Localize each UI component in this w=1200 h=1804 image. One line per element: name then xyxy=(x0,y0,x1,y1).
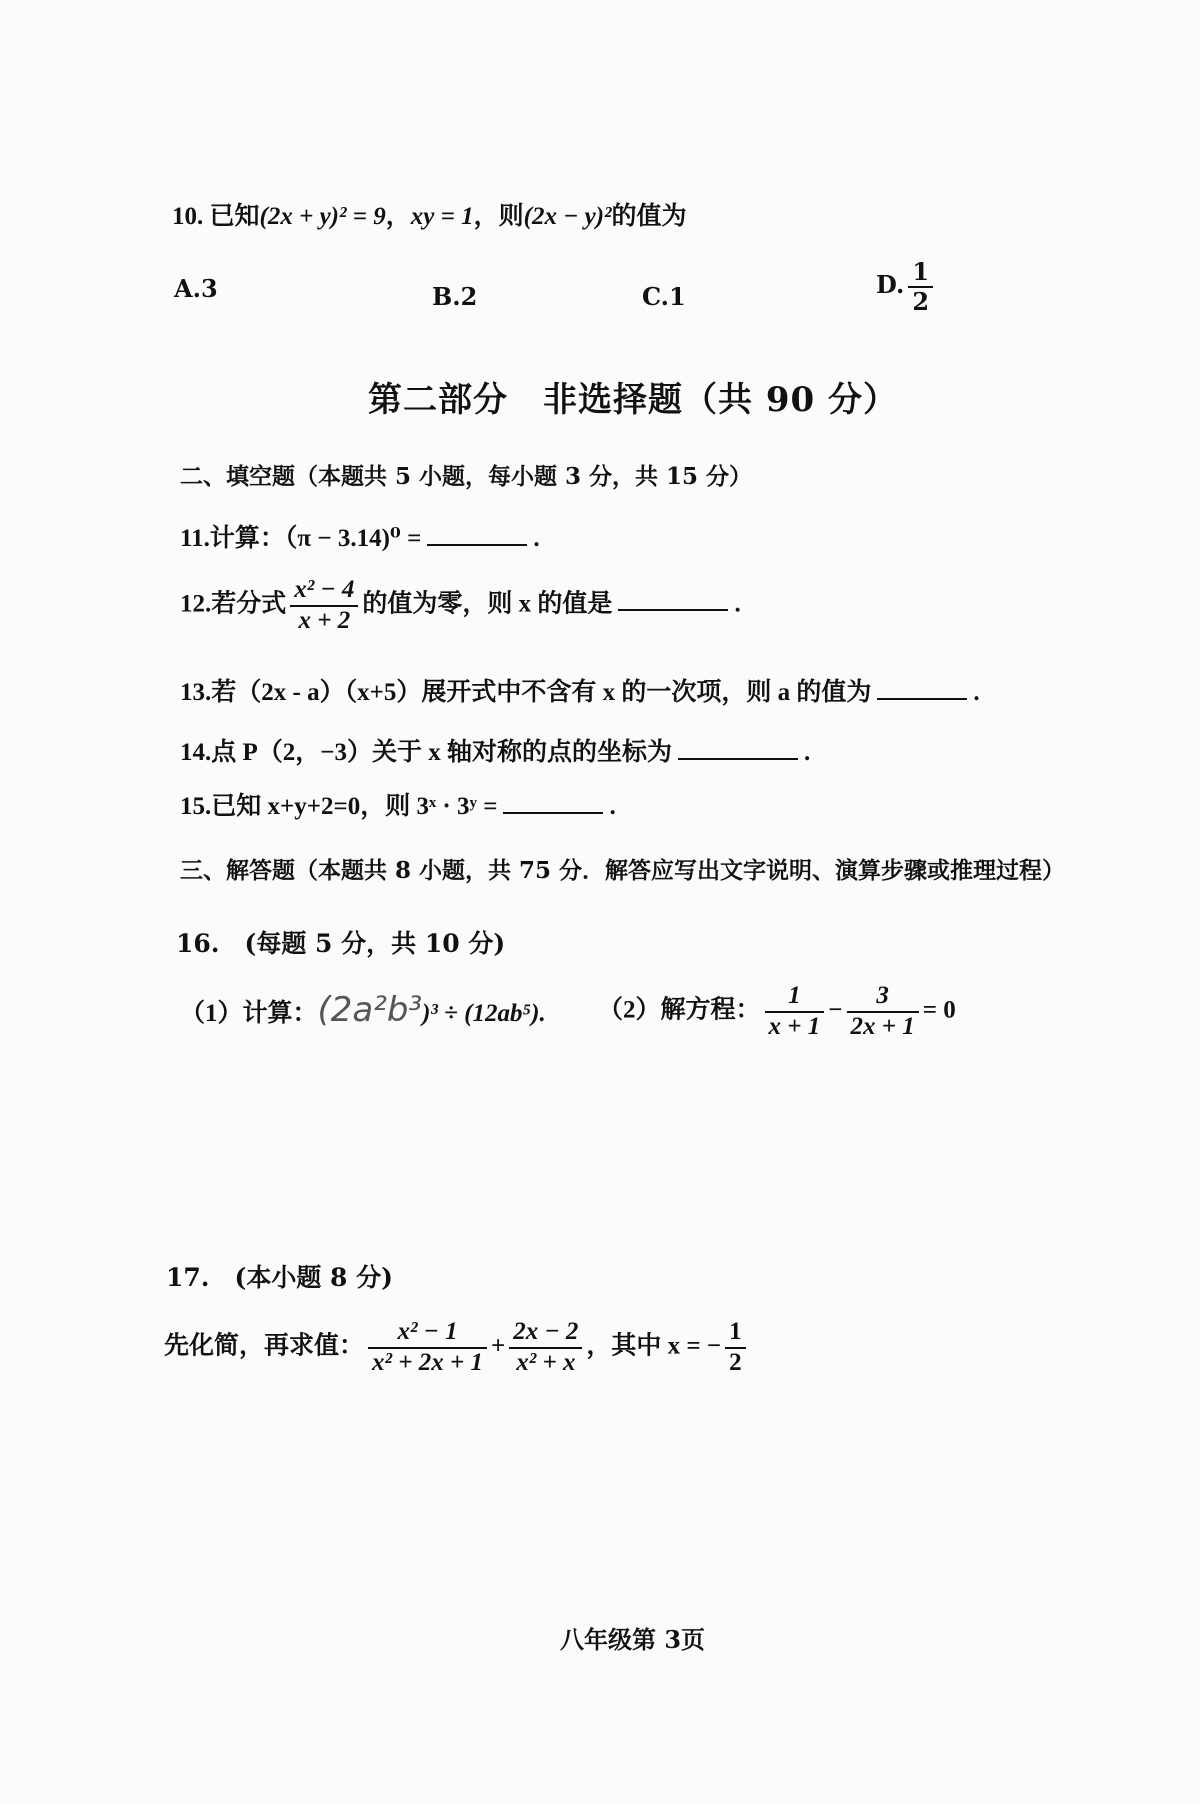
q17-f2-numerator: 2x − 2 xyxy=(509,1318,582,1349)
q17-f3-denominator: 2 xyxy=(729,1348,742,1376)
q10-option-d-label: D. xyxy=(876,270,905,300)
q17-title: 17. (本小题 8 分) xyxy=(166,1263,393,1292)
q10-d-numerator: 1 xyxy=(908,258,933,288)
q10-sep2: ，则 xyxy=(473,203,524,230)
q13-end: . xyxy=(973,679,980,706)
question-15 xyxy=(180,786,616,822)
q14-end: . xyxy=(804,739,811,766)
q15-end: . xyxy=(609,793,616,820)
q17-plus: + xyxy=(491,1332,506,1360)
question-13 xyxy=(180,672,980,708)
q16-f1-numerator: 1 xyxy=(765,982,825,1013)
q11-answer-blank[interactable] xyxy=(427,526,527,546)
q15-text: 15.已知 x+y+2=0，则 3ˣ · 3ʸ = xyxy=(180,793,498,820)
q11-text: 11.计算：（π − 3.14)⁰ = xyxy=(180,525,422,552)
question-10 xyxy=(172,196,687,232)
q16-f2-numerator: 3 xyxy=(847,982,919,1013)
q13-text: 13.若（2x - a）（x+5）展开式中不含有 x 的一次项，则 a 的值为 xyxy=(180,679,872,706)
question-11 xyxy=(180,518,540,554)
q17-fraction-1 xyxy=(368,1318,487,1378)
q16-fraction-2 xyxy=(847,982,919,1042)
q10-option-b: B.2 xyxy=(432,282,478,311)
q11-end: . xyxy=(533,525,540,552)
q17-body xyxy=(164,1318,750,1378)
q16-minus: − xyxy=(828,996,843,1024)
q10-prefix: 已知 xyxy=(209,203,260,230)
q12-fraction xyxy=(290,576,358,636)
q16-f1-denominator: x + 1 xyxy=(768,1012,821,1040)
q16-part2 xyxy=(598,982,956,1042)
q17-fraction-3 xyxy=(725,1318,746,1378)
q17-fraction-2 xyxy=(509,1318,582,1378)
q10-option-c: C.1 xyxy=(642,282,686,311)
q16-part1-label: （1）计算： xyxy=(180,1000,318,1027)
q10-suffix: 的值为 xyxy=(611,203,687,230)
q12-end: . xyxy=(734,590,741,618)
q12-suffix: 的值为零，则 x 的值是 xyxy=(362,590,613,618)
q17-f1-numerator: x² − 1 xyxy=(368,1318,487,1349)
question-12 xyxy=(180,576,741,636)
q14-text: 14.点 P（2，−3）关于 x 轴对称的点的坐标为 xyxy=(180,739,673,766)
q10-option-d xyxy=(876,258,937,315)
q17-prefix: 先化简，再求值： xyxy=(164,1332,365,1360)
q13-answer-blank[interactable] xyxy=(877,680,967,700)
q16-fraction-1 xyxy=(765,982,825,1042)
q10-expr1: (2x + y)² = 9 xyxy=(259,203,386,230)
section2-heading: 二、填空题（本题共 5 小题，每小题 3 分，共 15 分） xyxy=(180,463,753,490)
q16-title: 16. (每题 5 分，共 10 分) xyxy=(176,929,506,958)
q16-part1 xyxy=(180,990,546,1030)
q12-numerator: x² − 4 xyxy=(290,576,358,607)
part2-title: 第二部分 非选择题（共 90 分） xyxy=(368,380,898,420)
page-footer: 八年级第 3页 xyxy=(560,1625,706,1654)
q10-option-a: A.3 xyxy=(174,274,218,303)
q16-part1-expr: )³ ÷ (12ab⁵). xyxy=(422,1000,546,1027)
q12-answer-blank[interactable] xyxy=(618,591,728,611)
q17-condition: ，其中 x = − xyxy=(586,1332,722,1360)
q10-expr3: (2x − y)² xyxy=(523,203,612,230)
q12-denominator: x + 2 xyxy=(298,606,351,634)
q16-f2-denominator: 2x + 1 xyxy=(850,1012,915,1040)
q15-answer-blank[interactable] xyxy=(503,794,603,814)
q14-answer-blank[interactable] xyxy=(678,740,798,760)
q16-part2-label: （2）解方程： xyxy=(598,996,761,1024)
q10-d-denominator: 2 xyxy=(912,286,930,316)
q17-f2-denominator: x² + x xyxy=(516,1348,576,1376)
section3-heading: 三、解答题（本题共 8 小题，共 75 分．解答应写出文字说明、演算步骤或推理过程） xyxy=(180,857,1066,884)
q12-prefix: 12.若分式 xyxy=(180,590,287,618)
q17-f3-numerator: 1 xyxy=(725,1318,746,1349)
q10-option-d-fraction xyxy=(908,258,933,315)
q10-expr2: xy = 1 xyxy=(410,203,474,230)
q16-handwritten-term: (2a²b³ xyxy=(317,990,423,1030)
question-14 xyxy=(180,732,810,768)
q17-f1-denominator: x² + 2x + 1 xyxy=(372,1348,484,1376)
q10-sep1: ， xyxy=(385,203,411,230)
q16-equals-zero: = 0 xyxy=(922,996,956,1024)
q10-number: 10. xyxy=(172,203,204,230)
